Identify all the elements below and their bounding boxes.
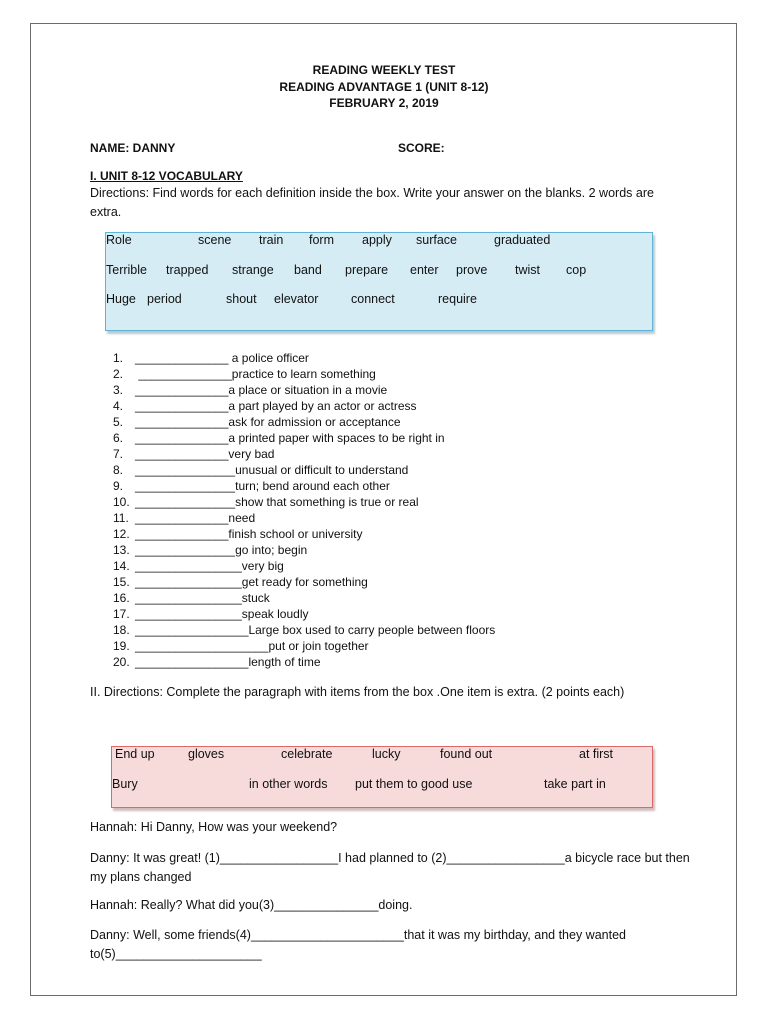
item-number: 3. [113,383,124,397]
dialogue-line: Hannah: Hi Danny, How was your weekend? [90,820,338,834]
list-item [113,527,363,542]
item-text: _______________go into; begin [135,543,308,557]
item-number: 8. [113,463,124,477]
list-item [113,511,255,526]
phrase: put them to good use [355,777,473,791]
list-item [113,447,274,462]
word: prepare [345,263,389,277]
list-item [113,607,309,622]
list-item [113,623,495,638]
item-number: 17. [113,607,130,621]
item-number: 11. [113,511,129,525]
student-name: NAME: DANNY [90,141,176,155]
item-number: 5. [113,415,124,429]
item-text: ________________stuck [135,591,270,605]
word: scene [198,233,232,247]
word: shout [226,292,257,306]
word: strange [232,263,274,277]
list-item [113,383,387,398]
test-title: READING WEEKLY TEST [312,63,456,77]
item-text: ______________very bad [135,447,275,461]
item-number: 18. [113,623,130,637]
word: elevator [274,292,319,306]
list-item [113,655,321,670]
item-text: ________________speak loudly [135,607,309,621]
item-text: _______________unusual or difficult to understand [135,463,409,477]
item-number: 19. [113,639,130,653]
list-item [113,399,417,414]
item-number: 1. [113,351,124,365]
list-item [113,495,419,510]
item-number: 9. [113,479,124,493]
word: trapped [166,263,209,277]
section1-title: I. UNIT 8-12 VOCABULARY [90,169,243,183]
item-text: ______________a place or situation in a movie [135,383,388,397]
word: Role [106,233,132,247]
list-item [113,367,376,382]
item-text: ______________ a police officer [135,351,309,365]
word: train [259,233,284,247]
word: surface [416,233,457,247]
list-item [113,559,284,574]
dialogue-line: Danny: Well, some friends(4)______________________that it was my birthday, and they wanted to(5)_____________________ [90,928,626,961]
item-text: ______________ask for admission or acceptance [135,415,401,429]
dialogue-line: Danny: It was great! (1)_________________I had planned to (2)_________________a bicycle race but then my plans changed [90,851,690,884]
item-text: _________________Large box used to carry people between floors [135,623,496,637]
word: form [309,233,334,247]
list-item [113,479,390,494]
list-item [113,463,408,478]
dialogue-line: Hannah: Really? What did you(3)_______________doing. [90,898,413,912]
item-text: ______________need [135,511,256,525]
list-item [113,543,307,558]
word: twist [515,263,540,277]
word: apply [362,233,392,247]
item-number: 4. [113,399,124,413]
word: enter [410,263,439,277]
item-text: ______________finish school or university [135,527,363,541]
list-item [113,639,369,654]
phrase: End up [115,747,155,761]
word: Terrible [106,263,147,277]
item-number: 2. [113,367,124,381]
item-number: 20. [113,655,130,669]
phrase: gloves [188,747,225,761]
section1-directions: Directions: Find words for each definition inside the box. Write your answer on the blanks. 2 words are extra. [90,186,654,219]
phrase: celebrate [281,747,333,761]
section2-directions: II. Directions: Complete the paragraph with items from the box .One item is extra. (2 points each) [90,685,625,699]
test-subtitle: READING ADVANTAGE 1 (UNIT 8-12) [279,80,489,94]
word: period [147,292,182,306]
list-item [113,575,368,590]
word: band [294,263,322,277]
phrase: Bury [112,777,138,791]
word: require [438,292,477,306]
item-text: ______________a part played by an actor or actress [135,399,417,413]
item-number: 16. [113,591,130,605]
word: prove [456,263,488,277]
item-text: _________________length of time [135,655,321,669]
word: graduated [494,233,551,247]
item-text: _______________show that something is true or real [135,495,419,509]
phrase: in other words [249,777,328,791]
item-text: ________________very big [135,559,284,573]
score-label: SCORE: [398,141,445,155]
phrase: take part in [544,777,606,791]
item-number: 7. [113,447,124,461]
word: cop [566,263,587,277]
item-number: 15. [113,575,130,589]
phrase: found out [440,747,493,761]
list-item [113,431,445,446]
word: Huge [106,292,136,306]
item-text: ______________practice to learn something [135,367,376,381]
item-number: 12. [113,527,130,541]
phrase: at first [579,747,614,761]
item-number: 6. [113,431,124,445]
test-date: FEBRUARY 2, 2019 [329,96,439,110]
item-number: 13. [113,543,130,557]
list-item [113,351,309,366]
item-text: ____________________put or join together [135,639,369,653]
item-text: ________________get ready for something [135,575,368,589]
item-number: 14. [113,559,130,573]
phrase: lucky [372,747,401,761]
item-text: _______________turn; bend around each other [135,479,390,493]
item-text: ______________a printed paper with spaces to be right in [135,431,445,445]
word: connect [351,292,395,306]
list-item [113,415,401,430]
list-item [113,591,270,606]
item-number: 10. [113,495,130,509]
